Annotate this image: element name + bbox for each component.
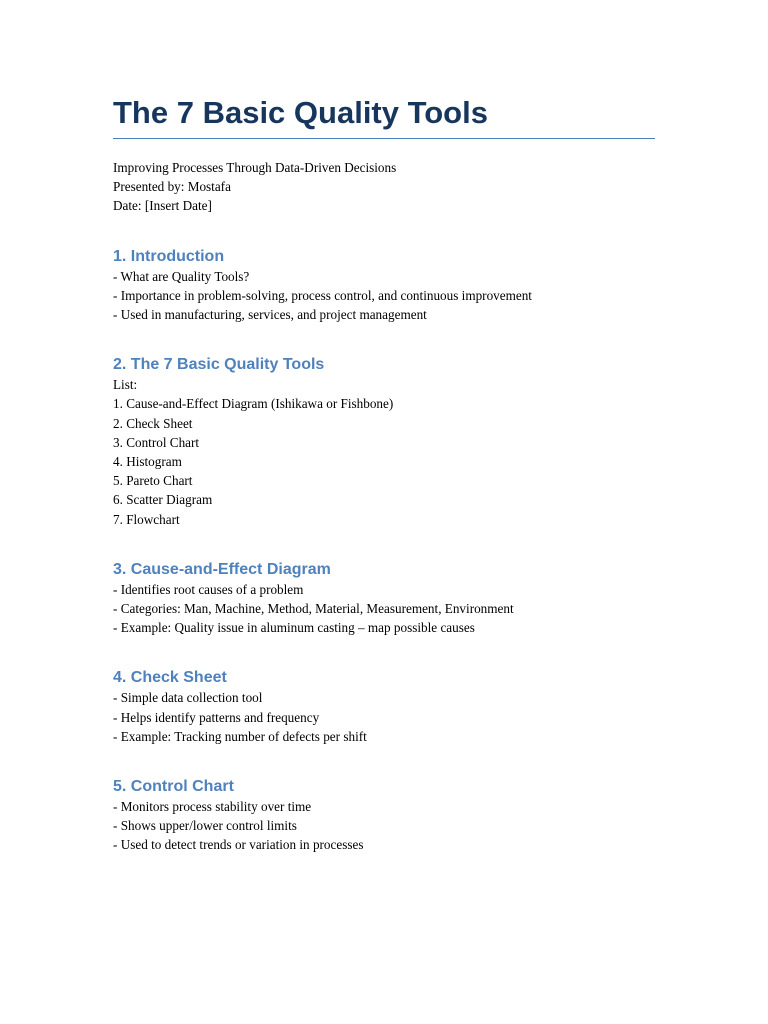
subtitle-line: Improving Processes Through Data-Driven Decisions	[113, 160, 397, 175]
section-heading: 1. Introduction	[113, 247, 225, 265]
bullet-line: - Helps identify patterns and frequency	[113, 709, 320, 725]
list-item: 4. Histogram	[113, 454, 182, 470]
section-cause-effect	[113, 559, 655, 638]
section-heading: 3. Cause-and-Effect Diagram	[113, 560, 331, 578]
section-introduction	[113, 246, 655, 325]
list-item: 5. Pareto Chart	[113, 473, 193, 489]
document-page	[113, 94, 655, 855]
section-heading: 5. Control Chart	[113, 778, 234, 796]
bullet-line: - Used to detect trends or variation in processes	[113, 837, 364, 853]
bullet-line: - Shows upper/lower control limits	[113, 818, 297, 834]
bullet-line: - Example: Quality issue in aluminum casting – map possible causes	[113, 620, 475, 636]
bullet-line: - Categories: Man, Machine, Method, Material, Measurement, Environment	[113, 601, 514, 617]
section-check-sheet	[113, 667, 655, 746]
bullet-line: - Monitors process stability over time	[113, 799, 312, 815]
bullet-line: - Simple data collection tool	[113, 690, 263, 706]
section-control-chart	[113, 776, 655, 855]
bullet-line: - Example: Tracking number of defects per shift	[113, 728, 367, 744]
presenter-line: Presented by: Mostafa	[113, 179, 231, 195]
list-label: List:	[113, 377, 138, 393]
document-meta	[113, 158, 655, 216]
list-item: 7. Flowchart	[113, 511, 180, 527]
bullet-line: - Identifies root causes of a problem	[113, 581, 304, 597]
date-line: Date: [Insert Date]	[113, 198, 212, 214]
document-title: The 7 Basic Quality Tools	[113, 94, 655, 139]
section-heading: 4. Check Sheet	[113, 669, 227, 687]
list-item: 3. Control Chart	[113, 434, 200, 450]
list-item: 2. Check Sheet	[113, 415, 193, 431]
list-item: 6. Scatter Diagram	[113, 492, 213, 508]
bullet-line: - What are Quality Tools?	[113, 268, 250, 284]
section-heading: 2. The 7 Basic Quality Tools	[113, 356, 325, 374]
list-item: 1. Cause-and-Effect Diagram (Ishikawa or Fishbone)	[113, 396, 394, 412]
bullet-line: - Used in manufacturing, services, and project management	[113, 307, 427, 323]
section-seven-tools	[113, 354, 655, 529]
bullet-line: - Importance in problem-solving, process control, and continuous improvement	[113, 287, 532, 303]
